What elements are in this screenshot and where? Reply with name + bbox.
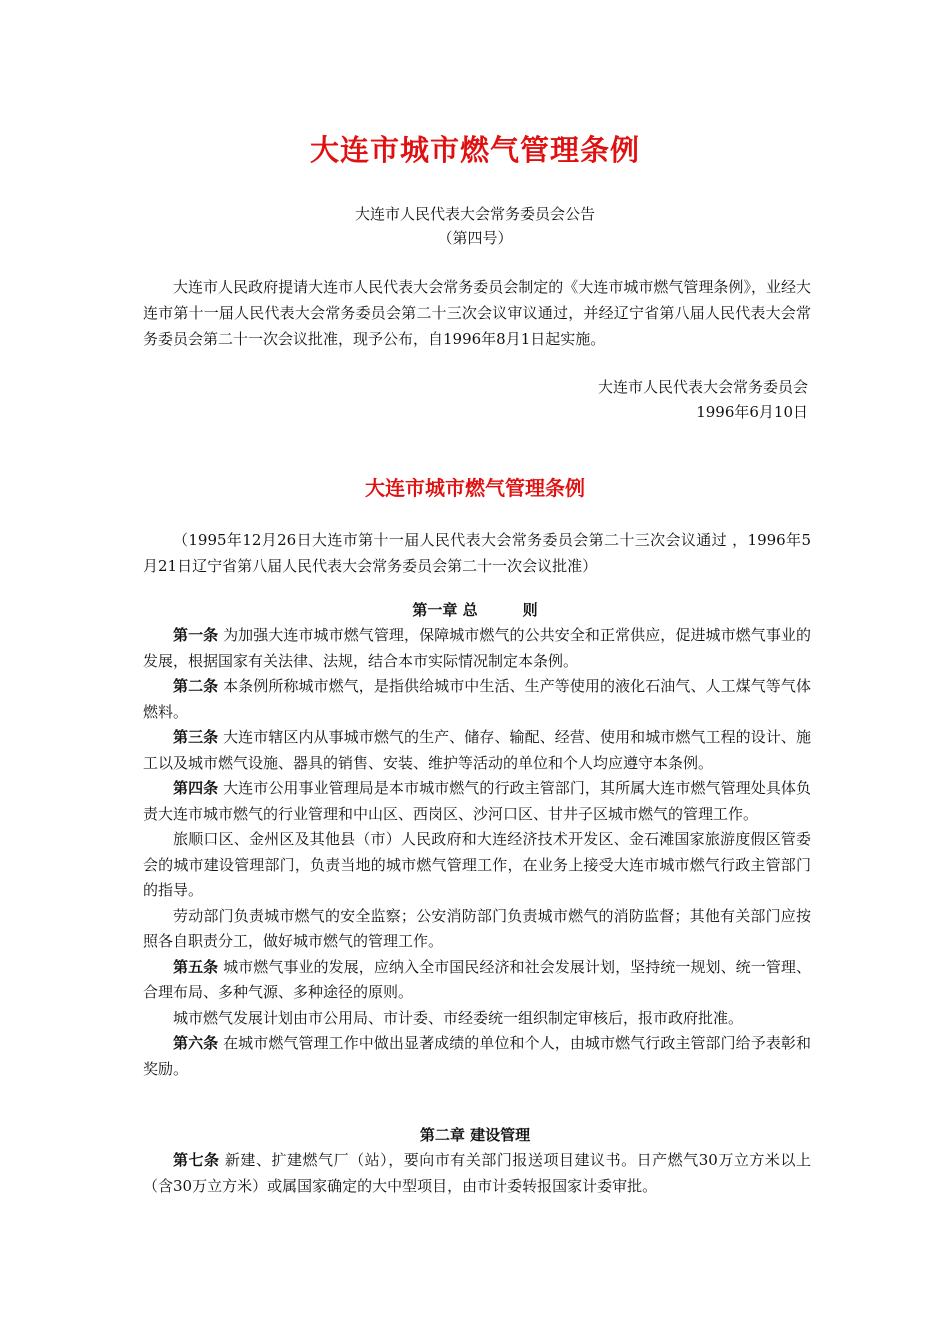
- article-paragraph: [143, 1006, 811, 1032]
- article-text: 本条例所称城市燃气，是指供给城市中生活、生产等使用的液化石油气、人工煤气等气体燃料。: [143, 677, 811, 721]
- article-paragraph: [143, 1031, 811, 1082]
- article-paragraph: [143, 955, 811, 1006]
- article-text: 大连市公用事业管理局是本市城市燃气的行政主管部门，其所属大连市燃气管理处具体负责大连市城市燃气的行业管理和中山区、西岗区、沙河口区、甘井子区城市燃气的管理工作。: [143, 779, 811, 823]
- chapter-1-body: [143, 623, 811, 1082]
- article-label: 第三条: [173, 728, 219, 746]
- article-text: 新建、扩建燃气厂（站），要向市有关部门报送项目建议书。日产燃气30万立方米以上（含30万立方米）或属国家确定的大中型项目，由市计委转报国家计委审批。: [143, 1151, 811, 1195]
- article-label: 第七条: [173, 1151, 220, 1169]
- announcement-signer: 大连市人民代表大会常务委员会: [597, 378, 808, 396]
- article-paragraph: [143, 904, 811, 955]
- article-label: 第二条: [173, 677, 219, 695]
- chapter-heading: 第一章 总 则: [412, 601, 538, 619]
- article-text: 城市燃气事业的发展，应纳入全市国民经济和社会发展计划，坚持统一规划、统一管理、合理布局、多种气源、多种途径的原则。: [143, 957, 811, 1001]
- article-paragraph: [143, 1148, 811, 1199]
- article-text: 劳动部门负责城市燃气的安全监察；公安消防部门负责城市燃气的消防监督；其他有关部门应按照各自职责分工，做好城市燃气的管理工作。: [143, 906, 811, 950]
- article-text: 城市燃气发展计划由市公用局、市计委、市经委统一组织制定审核后，报市政府批准。: [173, 1008, 744, 1027]
- regulation-note: （1995年12月26日大连市第十一届人民代表大会常务委员会第二十三次会议通过 ，1996年5月21日辽宁省第八届人民代表大会常务委员会第二十一次会议批准）: [143, 531, 811, 575]
- article-paragraph: [143, 674, 811, 725]
- article-text: 为加强大连市城市燃气管理，保障城市燃气的公共安全和正常供应，促进城市燃气事业的发展，根据国家有关法律、法规，结合本市实际情况制定本条例。: [143, 626, 811, 670]
- chapter-heading: 第二章 建设管理: [419, 1126, 531, 1144]
- article-paragraph: [143, 776, 811, 827]
- article-text: 在城市燃气管理工作中做出显著成绩的单位和个人，由城市燃气行政主管部门给予表彰和奖励。: [143, 1034, 811, 1078]
- article-label: 第一条: [173, 626, 219, 644]
- regulation-title: 大连市城市燃气管理条例: [365, 476, 585, 500]
- article-label: 第四条: [173, 779, 219, 797]
- article-paragraph: [143, 725, 811, 776]
- announcement-body: 大连市人民政府提请大连市人民代表大会常务委员会制定的《大连市城市燃气管理条例》，业经大连市第十一届人民代表大会常务委员会第二十三次会议审议通过，并经辽宁省第八届人民代表大会常务委员会第二十一次会议批准，现予公布，自1996年8月1日起实施。: [143, 278, 811, 348]
- announcement-issuer: 大连市人民代表大会常务委员会公告: [354, 205, 595, 223]
- article-label: 第六条: [173, 1034, 219, 1052]
- article-label: 第五条: [173, 957, 219, 976]
- announcement-date: 1996年6月10日: [696, 403, 808, 421]
- article-paragraph: [143, 623, 811, 674]
- article-text: 大连市辖区内从事城市燃气的生产、储存、输配、经营、使用和城市燃气工程的设计、施工以及城市燃气设施、器具的销售、安装、维护等活动的单位和个人均应遵守本条例。: [143, 728, 811, 772]
- announcement-number: （第四号）: [437, 229, 513, 247]
- page-title: 大连市城市燃气管理条例: [309, 133, 640, 167]
- chapter-2-body: [143, 1148, 811, 1199]
- article-paragraph: [143, 827, 811, 904]
- article-text: 旅顺口区、金州区及其他县（市）人民政府和大连经济技术开发区、金石滩国家旅游度假区管委会的城市建设管理部门，负责当地的城市燃气管理工作，在业务上接受大连市城市燃气行政主管部门的指导。: [143, 830, 811, 899]
